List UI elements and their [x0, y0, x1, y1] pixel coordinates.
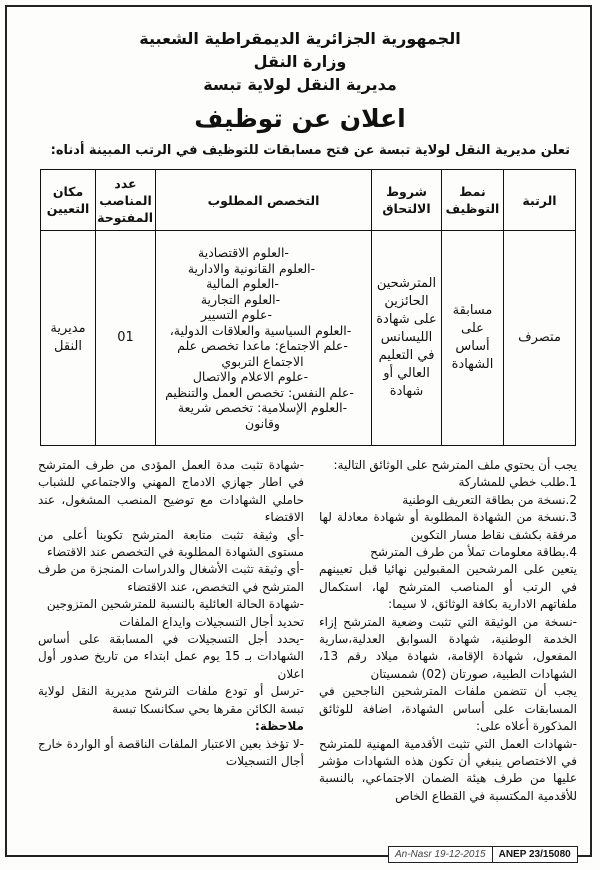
successful-doc-item: -شهادة تثبت مدة العمل المؤدى من طرف المترشح في اطار جهازي الادماج المهني والاجتماعي للشباب حاملي الشهادات مع توضيح المنصب المشغول، عند الاقتضاء	[38, 458, 304, 525]
documents-intro: يجب أن يحتوي ملف المترشح على الوثائق التالية:	[333, 458, 577, 472]
details-columns	[38, 457, 577, 845]
newspaper-date: An-Nasr 19-12-2015	[395, 849, 486, 860]
header-specialty: التخصص المطلوب	[156, 170, 372, 231]
successful-doc-item: -أي وثيقة تثبت متابعة المترشح تكوينا أعلى من مستوى الشهادة المطلوبة في التخصص عند الاقتضاء	[38, 527, 304, 560]
specialty-item: -العلوم المالية	[206, 276, 279, 291]
specialty-item: -العلوم الاقتصادية	[198, 245, 289, 260]
specialty-item: -علم الاجتماع: ماعدا تخصص علم الاجتماع التربوي	[177, 338, 348, 369]
right-column	[319, 457, 577, 845]
announcement-header	[0, 27, 600, 136]
specialty-item: -علوم الاعلام والاتصال	[192, 369, 309, 384]
cell-specialties	[156, 231, 372, 446]
specialty-item: -علوم التسيير	[201, 307, 272, 322]
specialty-item: -علم النفس: تخصص العمل والتنظيم	[165, 384, 354, 400]
deadline-item: -ترسل أو تودع ملفات الترشح مديرية النقل لولاية تبسة الكائن مقرها بحي سكانسكا تبسة	[38, 684, 304, 716]
specialty-item: -العلوم الإسلامية: تخصص شريعة وقانون	[177, 400, 348, 431]
final-docs-list: -نسخة من الوثيقة التي تثبت وضعية المترشح إزاء الخدمة الوطنية، شهادة السوابق العدلية،سارية المفعول، شهادة الإقامة، شهادة ميلاد رقم 13، الشهادات الطبية، صورتان (02) شمسيتان	[319, 614, 577, 681]
document-item: 1.طلب خطي للمشاركة	[458, 475, 577, 490]
header-location: مكان التعيين	[41, 170, 96, 231]
header-positions: عدد المناصب المفتوحة	[96, 170, 156, 231]
document-item: 4.بطاقة معلومات تملأ من طرف المترشح	[370, 545, 577, 560]
note-heading: ملاحظة:	[255, 719, 304, 734]
ministry-name: وزارة النقل	[253, 52, 347, 71]
note-text: -لا تؤخذ بعين الاعتبار الملفات الناقصة أو الواردة خارج أجال التسجيلات	[38, 736, 304, 768]
table-row	[41, 231, 576, 446]
specialty-item: -العلوم القانونية والادارية	[187, 260, 316, 276]
cell-location: مديرية النقل	[41, 231, 96, 446]
announcement-title: اعلان عن توظيف	[194, 104, 406, 133]
successful-doc-item: -شهادات العمل التي تثبت الأقدمية المهنية للمترشح في الاختصاص ينبغي أن تكون هذه الشهادات مؤشر عليها من طرف هيئة الضمان الاجتماعي، بالنسبة للأقدمية المكتسبة في القطاع الخاص	[319, 736, 577, 803]
successful-candidates-intro: يجب أن تتضمن ملفات المترشحين الناجحين في المسابقات على أساس الشهادة، اضافة للوثائق المذكورة أعلاه على:	[319, 684, 577, 734]
specialty-item: -العلوم السياسية والعلاقات الدولية،	[169, 322, 352, 338]
specialty-item: -العلوم التجارية	[200, 291, 281, 307]
document-item: 3.نسخة من الشهادة المطلوبة أو شهادة معادلة لها مرفقة بكشف نقاط مسار التكوين	[319, 510, 577, 542]
cell-conditions: المترشحين الحائزين على شهادة الليسانس في التعليم العالي أو شهادة	[372, 231, 442, 446]
table-header-row	[41, 170, 576, 231]
cell-rank: متصرف	[504, 231, 576, 446]
intro-text: تعلن مديرية النقل لولاية تبسة عن فتح مسابقات للتوظيف في الرتب المبينة أدناه:	[50, 143, 570, 158]
directorate-name: مديرية النقل لولاية تبسة	[203, 75, 397, 94]
left-column	[38, 457, 304, 845]
republic-name: الجمهورية الجزائرية الديمقراطية الشعبية	[139, 29, 461, 48]
document-item: 2.نسخة من بطاقة التعريف الوطنية	[402, 492, 577, 507]
successful-doc-item: -أي وثيقة تثبت الأشغال والدراسات المنجزة من طرف المترشح في التخصص، عند الاقتضاء	[38, 562, 304, 594]
header-conditions: شروط الالتحاق	[372, 170, 442, 231]
final-docs-note: يتعين على المرشحين المقبولين نهائيا قبل تعيينهم في الرتب أو المناصب المترشح لها، استكمال ملفاتهم الادارية بكافة الوثائق، لا سيما:	[319, 562, 577, 612]
publication-footer	[388, 846, 578, 863]
header-rank: الرتبة	[504, 170, 576, 231]
cell-positions: 01	[96, 231, 156, 446]
cell-mode: مسابقة على أساس الشهادة	[442, 231, 504, 446]
deadline-item: -يحدد أجل التسجيلات في المسابقة على أساس الشهادات بـ 15 يوم عمل ابتداء من تاريخ صدور أول اعلان	[38, 632, 304, 681]
deadlines-heading: تحديد أجال التسجيلات وايداع الملفات	[119, 614, 304, 629]
positions-table	[40, 169, 576, 446]
header-mode: نمط التوظيف	[442, 170, 504, 231]
anep-reference: ANEP 23/15080	[492, 847, 577, 862]
successful-doc-item: -شهادة الحالة العائلية بالنسبة للمترشحين المتزوجين	[46, 597, 304, 612]
